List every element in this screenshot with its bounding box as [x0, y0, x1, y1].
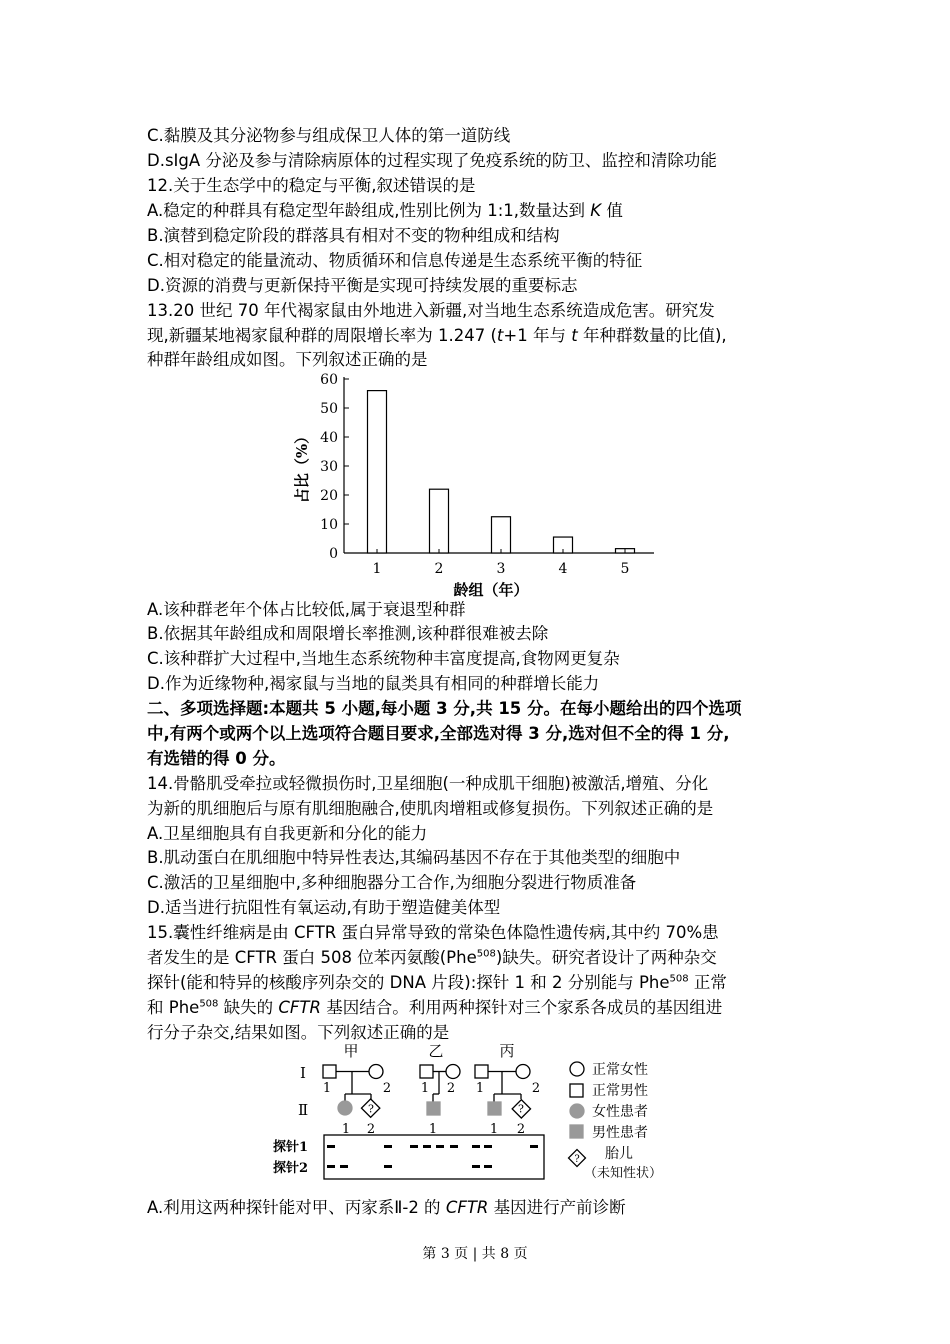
y-tick-label: 30: [320, 459, 338, 475]
x-tick-label: 5: [620, 561, 630, 577]
individual-number: 2: [366, 1122, 376, 1137]
option-13c: C.该种群扩大过程中,当地生态系统物种丰富度提高,食物网更复杂: [147, 649, 620, 668]
option-14a: A.卫星细胞具有自我更新和分化的能力: [147, 824, 428, 843]
option-11c: C.黏膜及其分泌物参与组成保卫人体的第一道防线: [147, 126, 511, 145]
option-12b: B.演替到稳定阶段的群落具有相对不变的物种组成和结构: [147, 226, 560, 245]
probe1-band: [484, 1145, 492, 1148]
section-2-line1: 二、多项选择题:本题共 5 小题,每小题 3 分,共 15 分。在每小题给出的四个选项: [147, 699, 742, 718]
yi-father-normal-male: [420, 1065, 433, 1078]
jia-father-normal-male: [323, 1065, 336, 1078]
y-tick-label: 60: [320, 372, 338, 388]
option-12d: D.资源的消费与更新保持平衡是实现可持续发展的重要标志: [147, 276, 578, 295]
section-2-line2: 中,有两个或两个以上选项符合题目要求,全部选对得 3 分,选对但不全的得 1 分,: [147, 724, 730, 743]
page-footer: 第 3 页 | 共 8 页: [422, 1246, 528, 1262]
probe-1-label: 探针1: [273, 1140, 309, 1155]
individual-number: 1: [428, 1122, 438, 1137]
question-13-line2: 现,新疆某地褐家鼠种群的周限增长率为 1.247 (t+1 年与 t 年种群数量的比值),: [147, 326, 727, 345]
probe2-band: [340, 1165, 348, 1168]
legend-affected-female-label: 女性患者: [592, 1104, 648, 1120]
x-tick-label: 4: [558, 561, 568, 577]
legend-normal-female-label: 正常女性: [592, 1062, 648, 1078]
legend-normal-female-icon: [570, 1062, 584, 1076]
individual-number: 1: [489, 1122, 499, 1137]
question-13-line3: 种群年龄组成如图。下列叙述正确的是: [147, 350, 428, 369]
probe1-band: [472, 1145, 480, 1148]
option-11d: D.sIgA 分泌及参与清除病原体的过程实现了免疫系统的防卫、监控和清除功能: [147, 151, 717, 170]
y-axis-label: 占比（%）: [293, 428, 311, 504]
family-label-yi: 乙: [428, 1042, 444, 1060]
question-13-line1: 13.20 世纪 70 年代褐家鼠由外地进入新疆,对当地生态系统造成危害。研究发: [147, 301, 715, 320]
probe1-band: [327, 1145, 335, 1148]
fetus-question-mark: ?: [368, 1102, 374, 1116]
question-15-line5: 行分子杂交,结果如图。下列叙述正确的是: [147, 1023, 450, 1042]
probe2-band: [327, 1165, 335, 1168]
bar: [492, 517, 511, 553]
probe-2-label: 探针2: [273, 1161, 309, 1176]
probe2-band: [384, 1165, 392, 1168]
legend-normal-male-icon: [570, 1084, 583, 1097]
y-tick-label: 20: [320, 488, 338, 504]
option-14c: C.激活的卫星细胞中,多种细胞器分工合作,为细胞分裂进行物质准备: [147, 873, 637, 892]
individual-number: 1: [475, 1081, 485, 1096]
pedigree-figure: [270, 1040, 690, 1185]
option-12a: A.稳定的种群具有稳定型年龄组成,性别比例为 1:1,数量达到 K 值: [147, 201, 623, 220]
x-tick-label: 1: [372, 561, 382, 577]
y-tick-label: 50: [320, 401, 338, 417]
legend-fetus-note: （未知性状）: [584, 1166, 663, 1181]
probe2-band: [472, 1165, 480, 1168]
individual-number: 2: [382, 1081, 392, 1096]
legend-affected-female-icon: [570, 1104, 584, 1118]
option-13d: D.作为近缘物种,褐家鼠与当地的鼠类具有相同的种群增长能力: [147, 674, 600, 693]
legend-affected-male-label: 男性患者: [592, 1125, 648, 1141]
legend-normal-male-label: 正常男性: [592, 1083, 648, 1099]
probe1-band: [450, 1145, 458, 1148]
question-15-line2: 者发生的是 CFTR 蛋白 508 位苯丙氨酸(Phe$^{508}$)缺失。研究者设计了两种杂交: [147, 948, 717, 967]
individual-number: 2: [516, 1122, 526, 1137]
individual-number: 1: [420, 1081, 430, 1096]
probe2-band: [484, 1165, 492, 1168]
question-14-line1: 14.骨骼肌受牵拉或轻微损伤时,卫星细胞(一种成肌干细胞)被激活,增殖、分化: [147, 774, 709, 793]
probe1-band: [423, 1145, 431, 1148]
bing-mother-normal-female: [516, 1065, 530, 1079]
hybridization-result-box: [324, 1135, 544, 1179]
legend-affected-male-icon: [570, 1125, 583, 1138]
option-14b: B.肌动蛋白在肌细胞中特异性表达,其编码基因不存在于其他类型的细胞中: [147, 848, 681, 867]
probe1-band: [436, 1145, 444, 1148]
y-tick-label: 40: [320, 430, 338, 446]
individual-number: 1: [341, 1122, 351, 1137]
family-label-jia: 甲: [343, 1042, 359, 1060]
yi-mother-normal-female: [446, 1065, 460, 1079]
probe1-band: [530, 1145, 538, 1148]
y-tick-label: 0: [329, 546, 338, 562]
family-label-bing: 丙: [499, 1042, 515, 1060]
question-14-line2: 为新的肌细胞后与原有肌细胞融合,使肌肉增粗或修复损伤。下列叙述正确的是: [147, 799, 714, 818]
probe1-band: [384, 1145, 392, 1148]
bing-father-normal-male: [475, 1065, 488, 1078]
option-15a: A.利用这两种探针能对甲、丙家系Ⅱ-2 的 CFTR 基因进行产前诊断: [147, 1198, 626, 1217]
x-tick-label: 2: [434, 561, 444, 577]
question-12: 12.关于生态学中的稳定与平衡,叙述错误的是: [147, 176, 476, 195]
option-13b: B.依据其年龄组成和周限增长率推测,该种群很难被去除: [147, 624, 549, 643]
section-2-line3: 有选错的得 0 分。: [147, 749, 286, 768]
option-12c: C.相对稳定的能量流动、物质循环和信息传递是生态系统平衡的特征: [147, 251, 643, 270]
individual-number: 2: [446, 1081, 456, 1096]
bing-child1-affected-male: [488, 1102, 501, 1115]
probe1-band: [410, 1145, 418, 1148]
bar: [368, 391, 387, 553]
question-15-line1: 15.囊性纤维病是由 CFTR 蛋白异常导致的常染色体隐性遗传病,其中约 70%患: [147, 923, 719, 942]
option-14d: D.适当进行抗阻性有氧运动,有助于塑造健美体型: [147, 898, 501, 917]
option-13a: A.该种群老年个体占比较低,属于衰退型种群: [147, 600, 466, 619]
x-tick-label: 3: [496, 561, 506, 577]
jia-child1-affected-female: [338, 1101, 352, 1115]
question-15-line4: 和 Phe$^{508}$ 缺失的 CFTR 基因结合。利用两种探针对三个家系各成员的基因组进: [147, 998, 723, 1017]
age-structure-chart: [288, 367, 668, 602]
generation-1-label: I: [300, 1064, 306, 1082]
question-15-line3: 探针(能和特异的核酸序列杂交的 DNA 片段):探针 1 和 2 分别能与 Phe$^{508}$ 正常: [147, 973, 727, 992]
jia-mother-normal-female: [369, 1065, 383, 1079]
bar: [430, 489, 449, 553]
legend-fetus-question-mark: ?: [574, 1154, 580, 1165]
x-axis-label: 龄组（年）: [453, 581, 529, 599]
generation-2-label: Ⅱ: [298, 1101, 309, 1119]
legend-fetus-label: 胎儿: [605, 1146, 633, 1162]
fetus-question-mark: ?: [518, 1102, 524, 1116]
individual-number: 2: [531, 1081, 541, 1096]
yi-child1-affected-male: [427, 1102, 440, 1115]
y-tick-label: 10: [320, 517, 338, 533]
individual-number: 1: [322, 1081, 332, 1096]
